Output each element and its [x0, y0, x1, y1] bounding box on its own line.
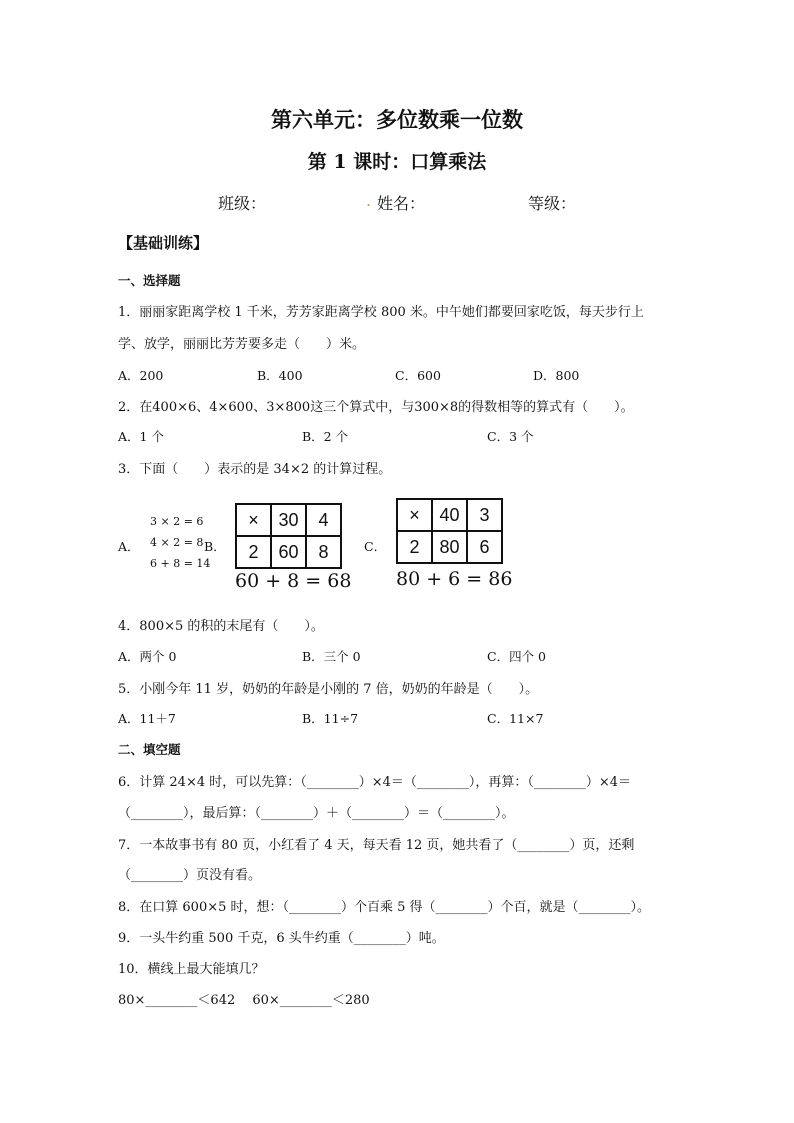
grid-cell: 3 — [467, 499, 502, 531]
question-10-blanks: 80×________＜642 60×________＜280 — [118, 993, 370, 1008]
question-7-line1: 7．一本故事书有 80 页，小红看了 4 天，每天看 12 页，她共看了（________）页，还剩 — [118, 838, 635, 853]
q5-option-c: C．11×7 — [487, 711, 544, 726]
q3-option-a-line2: 4 × 2 = 8 — [150, 536, 204, 549]
grid-cell: 6 — [467, 531, 502, 563]
q3-option-c-grid — [396, 498, 503, 564]
name-label: 姓名： — [377, 194, 426, 213]
q3-option-c-equation: 80 + 6 = 86 — [396, 568, 513, 590]
part1-heading: 一、选择题 — [118, 273, 181, 288]
question-3: 3．下面（ ）表示的是 34×2 的计算过程。 — [118, 462, 392, 477]
q3-option-b-label: B． — [204, 539, 226, 554]
question-2: 2．在400×6、4×600、3×800这三个算式中，与300×8的得数相等的算式有（ ）。 — [118, 400, 634, 415]
lesson-subtitle: 第 1 课时：口算乘法 — [307, 151, 487, 173]
q3-option-a-line3: 6 + 8 = 14 — [150, 557, 211, 570]
q2-option-a: A．1 个 — [118, 429, 164, 444]
grid-cell: 2 — [236, 536, 271, 568]
grid-cell: 80 — [432, 531, 467, 563]
grid-cell: × — [397, 499, 432, 531]
grade-label: 等级： — [528, 194, 577, 213]
q4-option-a: A．两个 0 — [118, 649, 177, 664]
separator-dot: . — [366, 191, 372, 210]
q3-option-b-equation: 60 + 8 = 68 — [235, 570, 352, 592]
q1-option-c: C．600 — [395, 368, 441, 383]
question-10: 10．横线上最大能填几？ — [118, 962, 265, 977]
q5-option-b: B．11÷7 — [302, 711, 359, 726]
grid-cell: 60 — [271, 536, 306, 568]
question-7-line2: （________）页没有看。 — [118, 868, 262, 883]
question-1-line1: 1．丽丽家距离学校 1 千米，芳芳家距离学校 800 米。中午她们都要回家吃饭，每天步行上 — [118, 305, 644, 320]
grid-cell: 2 — [397, 531, 432, 563]
section-heading: 【基础训练】 — [118, 234, 209, 252]
grid-cell: 8 — [306, 536, 341, 568]
q3-option-b-grid — [235, 503, 342, 569]
grid-cell: 40 — [432, 499, 467, 531]
q4-option-b: B．三个 0 — [302, 649, 361, 664]
question-4: 4．800×5 的积的末尾有（ ）。 — [118, 619, 324, 634]
grid-cell: 30 — [271, 504, 306, 536]
question-6-line1: 6．计算 24×4 时，可以先算：（________）×4＝（________），再算：（________）×4＝ — [118, 775, 632, 790]
q3-option-a-label: A． — [118, 539, 140, 554]
q4-option-c: C．四个 0 — [487, 649, 546, 664]
class-label: 班级： — [218, 194, 267, 213]
grid-cell: 4 — [306, 504, 341, 536]
page-title: 第六单元：多位数乘一位数 — [271, 107, 523, 132]
q3-option-a-line1: 3 × 2 = 6 — [150, 515, 204, 528]
q3-option-c-label: C． — [364, 539, 387, 554]
question-9: 9．一头牛约重 500 千克，6 头牛约重（________）吨。 — [118, 931, 445, 946]
question-8: 8．在口算 600×5 时，想：（________）个百乘 5 得（________）个百，就是（________）。 — [118, 900, 651, 915]
part2-heading: 二、填空题 — [118, 742, 181, 757]
question-6-line2: （________），最后算：（________）＋（________）＝（________）。 — [118, 806, 515, 821]
q1-option-b: B．400 — [257, 368, 303, 383]
question-5: 5．小刚今年 11 岁，奶奶的年龄是小刚的 7 倍，奶奶的年龄是（ ）。 — [118, 682, 539, 697]
q2-option-c: C．3 个 — [487, 429, 534, 444]
q2-option-b: B．2 个 — [302, 429, 349, 444]
q1-option-d: D．800 — [533, 368, 580, 383]
q5-option-a: A．11＋7 — [118, 711, 176, 726]
question-1-line2: 学、放学，丽丽比芳芳要多走（ ）米。 — [118, 337, 366, 352]
grid-cell: × — [236, 504, 271, 536]
q1-option-a: A．200 — [118, 368, 164, 383]
